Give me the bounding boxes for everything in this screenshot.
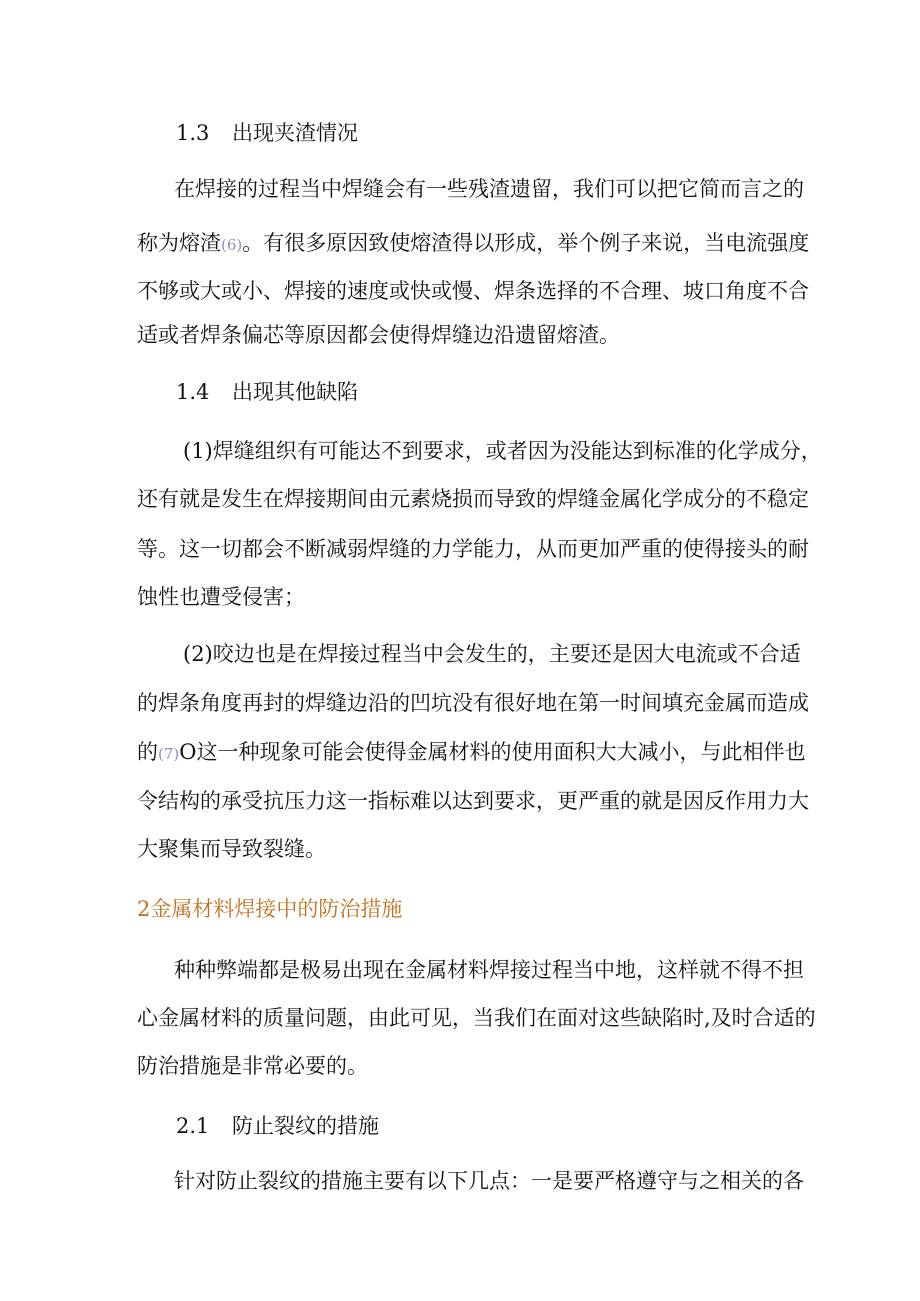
paragraph-line [174, 956, 874, 984]
paragraph-line [137, 583, 897, 611]
text: 心金属材料的质量问题，由此可见，当我们在面对这些缺陷时,及时合适的 [137, 1006, 816, 1030]
citation-ref[interactable]: (7) [158, 745, 180, 763]
paragraph-line [174, 1167, 874, 1195]
section-title: 防止裂纹的措施 [232, 1114, 379, 1138]
section-title: 出现夹渣情况 [232, 121, 358, 145]
text: 。有很多原因致使熔渣得以形成，举个例子来说，当电流强度 [242, 231, 810, 255]
paragraph-line [137, 321, 897, 349]
paragraph-line [137, 835, 897, 863]
paragraph-line [137, 689, 897, 717]
text: 大聚集而导致裂缝。 [137, 837, 326, 861]
text: 防治措施是非常必要的。 [137, 1054, 368, 1078]
text: 蚀性也遭受侵害； [137, 585, 305, 609]
section-heading-2 [137, 895, 897, 923]
text: 令结构的承受抗压力这一指标难以达到要求，更严重的就是因反作用力大 [137, 789, 809, 813]
paragraph-line [137, 1052, 897, 1080]
text: O这一种现象可能会使得金属材料的使用面积大大减小，与此相伴也 [179, 740, 806, 764]
text: 针对防止裂纹的措施主要有以下几点：一是要严格遵守与之相关的各 [174, 1169, 804, 1193]
paragraph-line [174, 175, 874, 203]
text: 的 [137, 740, 158, 764]
section-title: 2金属材料焊接中的防治措施 [137, 897, 403, 921]
paragraph-line [137, 1004, 897, 1032]
paragraph-line [137, 787, 897, 815]
text: (1)焊缝组织有可能达不到要求，或者因为没能达到标准的化学成分， [183, 439, 822, 463]
paragraph-line [137, 229, 897, 259]
text: 等。这一切都会不断减弱焊缝的力学能力，从而更加严重的使得接头的耐 [137, 537, 809, 561]
text: 在焊接的过程当中焊缝会有一些残渣遗留，我们可以把它简而言之的 [174, 177, 804, 201]
citation-ref[interactable]: (6) [221, 236, 243, 254]
paragraph-line [137, 277, 897, 305]
paragraph-line [137, 535, 897, 563]
text: 还有就是发生在焊接期间由元素烧损而导致的焊缝金属化学成分的不稳定 [137, 487, 809, 511]
text: 不够或大或小、焊接的速度或快或慢、焊条选择的不合理、坡口角度不合 [137, 279, 809, 303]
text: 称为熔渣 [137, 231, 221, 255]
paragraph-line [137, 738, 897, 768]
text: 种种弊端都是极易出现在金属材料焊接过程当中地，这样就不得不担 [174, 958, 804, 982]
text: 的焊条角度再封的焊缝边沿的凹坑没有很好地在第一时间填充金属而造成 [137, 691, 809, 715]
section-title: 出现其他缺陷 [232, 380, 358, 404]
section-number: 1.3 [176, 121, 210, 145]
section-number: 1.4 [176, 380, 210, 404]
text: (2)咬边也是在焊接过程当中会发生的，主要还是因大电流或不合适 [183, 642, 801, 666]
paragraph-line [183, 640, 883, 668]
paragraph-line [137, 485, 897, 513]
text: 适或者焊条偏芯等原因都会使得焊缝边沿遗留熔渣。 [137, 323, 620, 347]
paragraph-line [183, 437, 883, 465]
section-number: 2.1 [176, 1114, 210, 1138]
